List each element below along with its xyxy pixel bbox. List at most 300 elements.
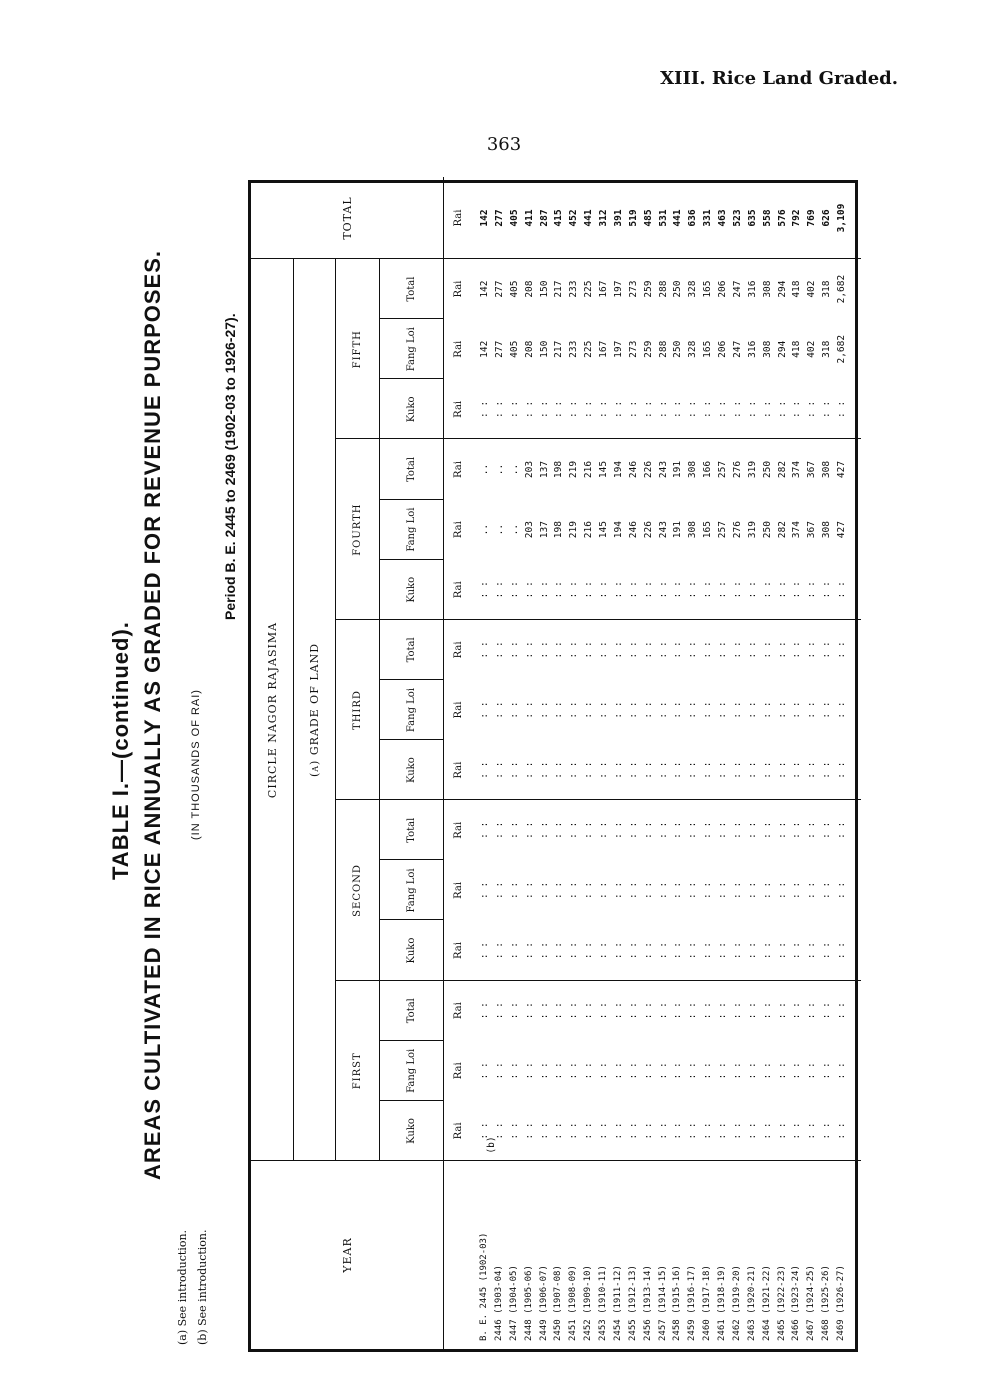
table-cell: : : xyxy=(821,581,833,599)
table-cell: : : xyxy=(627,1002,639,1020)
table-cell: : : xyxy=(568,941,580,960)
table-cell: : : xyxy=(508,701,520,719)
unit-label: Rai xyxy=(452,461,464,478)
subcol-header: Total xyxy=(405,998,417,1024)
table-cell: : : xyxy=(717,701,729,719)
table-cell: : : xyxy=(731,761,743,779)
unit-label: Rai xyxy=(452,761,464,779)
table-cell: : : xyxy=(627,1122,639,1140)
table-cell: : : xyxy=(836,400,848,418)
table-cell: : : xyxy=(553,400,565,418)
table-cell: : : xyxy=(642,1002,654,1020)
table-cell: 203 xyxy=(523,460,535,479)
table-cell: : : xyxy=(657,701,669,719)
table-cell: : : xyxy=(761,821,773,839)
table-cell: : : xyxy=(806,761,818,779)
table-cell: : : xyxy=(702,941,714,960)
table-cell: : : xyxy=(746,701,758,719)
table-cell: : : xyxy=(508,881,520,899)
table-cell: 250 xyxy=(672,340,684,358)
grand-total-cell: 635 xyxy=(746,209,758,227)
table-cell: : : xyxy=(836,1002,848,1020)
table-cell: : : xyxy=(642,821,654,839)
table-cell: : : xyxy=(702,641,714,659)
table-cell: : : xyxy=(672,641,684,659)
table-cell: 259 xyxy=(642,280,654,298)
table-cell: : : xyxy=(717,581,729,599)
table-cell: : : xyxy=(791,1062,803,1080)
table-cell: : : xyxy=(791,400,803,418)
table-cell: : : xyxy=(791,701,803,719)
table-cell: 165 xyxy=(702,340,714,358)
table-cell: : : xyxy=(627,701,639,719)
table-cell: : : xyxy=(583,761,595,779)
table-cell: : : xyxy=(687,400,699,418)
table-cell: : : xyxy=(493,881,505,899)
table-cell: : : xyxy=(746,581,758,599)
table-cell: : : xyxy=(642,641,654,659)
table-cell: : : xyxy=(657,761,669,779)
total-header: TOTAL xyxy=(340,196,354,240)
table-cell: : : xyxy=(538,761,550,779)
table-cell: 226 xyxy=(642,521,654,539)
grade-second: SECOND xyxy=(351,864,363,917)
year-row-label: 2466 (1923-24) xyxy=(791,1265,802,1341)
table-cell: 225 xyxy=(583,280,595,298)
grand-total-cell: 626 xyxy=(821,209,833,227)
year-row-label: 2464 (1921-22) xyxy=(761,1265,772,1341)
table-cell: : : xyxy=(731,881,743,899)
table-cell: 216 xyxy=(583,460,595,479)
table-cell: : : xyxy=(583,581,595,599)
unit-label: Rai xyxy=(452,521,464,539)
table-cell: : : xyxy=(731,581,743,599)
grand-total-cell: 331 xyxy=(702,209,714,227)
unit-label: Rai xyxy=(452,701,464,719)
table-cell: 405 xyxy=(508,340,520,358)
table-cell: : : xyxy=(776,581,788,599)
table-cell: : : xyxy=(672,941,684,960)
table-cell: 142 xyxy=(479,280,490,298)
subcol-header: Total xyxy=(405,456,417,483)
table-cell: : : xyxy=(717,641,729,659)
table-cell: 137 xyxy=(538,521,550,539)
grand-total-cell: 3,109 xyxy=(836,203,848,233)
table-cell: : : xyxy=(612,1062,624,1080)
table-cell: : : xyxy=(627,761,639,779)
year-row-label: 2465 (1922-23) xyxy=(776,1265,787,1341)
grand-total-cell: 405 xyxy=(508,209,520,227)
table-cell: : : xyxy=(746,761,758,779)
table-cell: : : xyxy=(717,1062,729,1080)
table-cell: : : xyxy=(553,1062,565,1080)
table-cell: 247 xyxy=(731,340,743,358)
table-cell: 308 xyxy=(687,521,699,539)
table-cell: : : xyxy=(806,400,818,418)
table-cell: : : xyxy=(508,821,520,839)
table-cell: 197 xyxy=(612,340,624,358)
table-cell: : : xyxy=(761,400,773,418)
table-cell: 405 xyxy=(508,280,520,298)
table-cell: 250 xyxy=(672,280,684,298)
year-header: YEAR xyxy=(340,1237,354,1273)
table-cell: : : xyxy=(598,400,610,418)
table-cell: : : xyxy=(672,1002,684,1020)
table-cell: : : xyxy=(821,761,833,779)
table-cell: : : xyxy=(479,1002,490,1020)
table-cell: 145 xyxy=(598,521,610,539)
table-cell: : : xyxy=(508,581,520,599)
table-cell: 276 xyxy=(731,521,743,539)
grand-total-cell: 452 xyxy=(568,209,580,227)
table-cell: : : xyxy=(523,881,535,899)
year-row-label: 2458 (1915-16) xyxy=(672,1265,683,1341)
table-cell: : : xyxy=(493,581,505,599)
table-cell: 318 xyxy=(821,280,833,298)
table-cell: 276 xyxy=(731,460,743,479)
table-cell: 374 xyxy=(791,521,803,539)
table-cell: : : xyxy=(836,941,848,960)
grand-total-cell: 463 xyxy=(717,209,729,227)
subcol-header: Fang Loi xyxy=(405,507,417,552)
table-cell: 208 xyxy=(523,280,535,298)
table-cell: : : xyxy=(598,881,610,899)
table-cell: : : xyxy=(657,1002,669,1020)
table-cell: : : xyxy=(538,701,550,719)
table-label: TABLE I.—(continued). xyxy=(108,621,133,880)
table-cell: : : xyxy=(523,641,535,659)
year-row-label: 2460 (1917-18) xyxy=(702,1265,713,1341)
unit-label: Rai xyxy=(452,280,464,298)
table-cell: : : xyxy=(821,1062,833,1080)
table-cell: 167 xyxy=(598,340,610,358)
table-cell: 277 xyxy=(493,340,505,358)
table-cell: : : xyxy=(657,821,669,839)
table-cell: 402 xyxy=(806,340,818,358)
table-cell: : : xyxy=(791,1122,803,1140)
table-cell: : : xyxy=(568,641,580,659)
grand-total-cell: 531 xyxy=(657,209,669,227)
table-cell: : : xyxy=(687,1122,699,1140)
table-cell: : : xyxy=(553,821,565,839)
table-cell: : : xyxy=(598,1062,610,1080)
table-cell: : : xyxy=(717,1122,729,1140)
table-cell: : : xyxy=(806,1002,818,1020)
subcol-header: Fang Loi xyxy=(405,687,417,733)
year-row-label: 2467 (1924-25) xyxy=(806,1265,817,1341)
year-row-label: B. E. 2445 (1902-03) xyxy=(479,1232,489,1341)
table-cell: 259 xyxy=(642,340,654,358)
table-cell: : : xyxy=(672,821,684,839)
table-cell: : : xyxy=(493,701,505,719)
grand-total-cell: 523 xyxy=(731,209,743,227)
table-cell: : : xyxy=(672,1122,684,1140)
table-cell: : : xyxy=(761,1002,773,1020)
table-cell: 167 xyxy=(598,280,610,298)
table-cell: : : xyxy=(657,881,669,899)
table-cell: : : xyxy=(717,400,729,418)
table-cell: : : xyxy=(598,941,610,960)
table-cell: : : xyxy=(508,1002,520,1020)
grand-total-cell: 558 xyxy=(761,209,773,227)
table-cell: 273 xyxy=(627,340,639,358)
table-cell: : : xyxy=(761,881,773,899)
table-cell: : : xyxy=(776,1122,788,1140)
table-cell: : : xyxy=(687,821,699,839)
table-cell: 226 xyxy=(642,460,654,479)
table-cell: : : xyxy=(821,701,833,719)
table-cell: : : xyxy=(806,1122,818,1140)
subcol-header: Kuko xyxy=(405,1118,417,1144)
table-cell: : : xyxy=(702,1062,714,1080)
year-row-label: 2459 (1916-17) xyxy=(687,1265,698,1341)
table-cell: 288 xyxy=(657,280,669,298)
table-cell: : : xyxy=(791,881,803,899)
table-cell: : : xyxy=(702,761,714,779)
table-cell: : : xyxy=(553,1122,565,1140)
main-title: AREAS CULTIVATED IN RICE ANNUALLY AS GRADED FOR REVENUE PURPOSES. xyxy=(140,249,165,1180)
table-cell: : : xyxy=(627,641,639,659)
table-cell: 427 xyxy=(836,460,848,479)
table-cell: : : xyxy=(568,400,580,418)
table-cell: 219 xyxy=(568,521,580,539)
table-cell: : : xyxy=(761,641,773,659)
year-row-label: 2462 (1919-20) xyxy=(731,1265,742,1341)
table-cell: : : xyxy=(746,821,758,839)
table-cell: : : xyxy=(493,1002,505,1020)
table-cell: : : xyxy=(538,881,550,899)
table-cell: : : xyxy=(717,1002,729,1020)
table-cell: 137 xyxy=(538,460,550,479)
table-cell: : : xyxy=(523,821,535,839)
table-cell: : : xyxy=(672,1062,684,1080)
grand-total-cell: 312 xyxy=(598,209,610,227)
table-cell: : : xyxy=(806,1062,818,1080)
table-cell: : : xyxy=(672,581,684,599)
table-cell: : : xyxy=(761,761,773,779)
table-cell: : : xyxy=(612,701,624,719)
table-cell: 197 xyxy=(612,280,624,298)
table-cell: : : xyxy=(821,881,833,899)
unit-label: Rai xyxy=(452,641,464,659)
table-cell: 219 xyxy=(568,460,580,479)
table-cell: : : xyxy=(479,701,490,719)
table-cell: : : xyxy=(612,1122,624,1140)
subcol-header: Fang Loi xyxy=(405,868,417,913)
table-cell: 308 xyxy=(761,340,773,358)
table-cell: : : xyxy=(836,761,848,779)
year-row-label: 2447 (1904-05) xyxy=(508,1265,519,1341)
table-cell: : : xyxy=(791,761,803,779)
table-cell: : : xyxy=(493,821,505,839)
table-cell: : : xyxy=(583,701,595,719)
unit-label: Rai xyxy=(452,821,464,839)
table-cell: 328 xyxy=(687,340,699,358)
grand-total-cell: 441 xyxy=(672,209,684,227)
table-cell: 319 xyxy=(746,460,758,479)
table-cell: : : xyxy=(553,941,565,960)
table-cell: : : xyxy=(508,400,520,418)
note-b: (b) xyxy=(486,1136,498,1154)
rice-land-table xyxy=(248,180,858,1352)
table-cell: : : xyxy=(836,641,848,659)
table-cell: 308 xyxy=(821,521,833,539)
year-row-label: 2457 (1914-15) xyxy=(657,1265,668,1341)
table-cell: : : xyxy=(672,400,684,418)
table-cell: : : xyxy=(761,701,773,719)
table-cell: : : xyxy=(568,881,580,899)
table-cell: : : xyxy=(836,701,848,719)
unit-label: Rai xyxy=(452,400,464,418)
grand-total-cell: 287 xyxy=(538,209,550,227)
table-cell: : : xyxy=(791,941,803,960)
table-cell: : : xyxy=(583,1002,595,1020)
circle-header: CIRCLE NAGOR RAJASIMA xyxy=(265,621,279,799)
table-cell: : : xyxy=(583,881,595,899)
year-row-label: 2455 (1912-13) xyxy=(627,1265,638,1341)
table-cell: : : xyxy=(538,821,550,839)
table-cell: : : xyxy=(657,641,669,659)
table-cell: 243 xyxy=(657,460,669,479)
table-cell: 277 xyxy=(493,280,505,298)
table-cell: : : xyxy=(523,1062,535,1080)
table-cell: : : xyxy=(598,821,610,839)
table-cell: : : xyxy=(612,1002,624,1020)
unit-label: Rai xyxy=(452,209,464,227)
table-cell: : : xyxy=(672,761,684,779)
table-cell: : : xyxy=(627,881,639,899)
subcol-header: Kuko xyxy=(405,576,417,603)
grand-total-cell: 485 xyxy=(642,209,654,227)
table-cell: 250 xyxy=(761,460,773,479)
table-cell: 367 xyxy=(806,521,818,539)
table-cell: : : xyxy=(493,1062,505,1080)
subcol-header: Kuko xyxy=(405,396,417,423)
table-cell: 316 xyxy=(746,340,758,358)
table-cell: 308 xyxy=(761,280,773,298)
table-cell: : : xyxy=(761,1062,773,1080)
table-cell: : : xyxy=(791,641,803,659)
table-cell: 250 xyxy=(761,521,773,539)
table-cell: : : xyxy=(568,701,580,719)
table-cell: : : xyxy=(687,1002,699,1020)
table-cell: 319 xyxy=(746,521,758,539)
year-row-label: 2449 (1906-07) xyxy=(538,1265,549,1341)
table-cell: : : xyxy=(776,400,788,418)
table-cell: : : xyxy=(746,641,758,659)
table-cell: : : xyxy=(731,821,743,839)
table-cell: : : xyxy=(479,581,490,599)
table-cell: : : xyxy=(806,941,818,960)
table-cell: 246 xyxy=(627,460,639,479)
table-cell: : : xyxy=(791,821,803,839)
unit-label: Rai xyxy=(452,881,464,899)
table-cell: 282 xyxy=(776,521,788,539)
table-cell: : : xyxy=(821,941,833,960)
period-line: Period B. E. 2445 to 2469 (1902-03 to 1926-27). xyxy=(222,313,238,620)
table-cell: : : xyxy=(538,1122,550,1140)
table-cell: : : xyxy=(642,701,654,719)
table-cell: : : xyxy=(776,881,788,899)
table-cell: .. xyxy=(493,523,505,536)
table-cell: .. xyxy=(493,463,505,476)
table-cell: 374 xyxy=(791,460,803,479)
table-cell: : : xyxy=(761,581,773,599)
table-cell: 308 xyxy=(687,460,699,479)
table-cell: : : xyxy=(642,581,654,599)
table-cell: : : xyxy=(731,1062,743,1080)
table-cell: : : xyxy=(583,821,595,839)
table-cell: : : xyxy=(702,581,714,599)
table-cell: : : xyxy=(568,761,580,779)
table-cell: 402 xyxy=(806,280,818,298)
table-cell: : : xyxy=(523,941,535,960)
table-cell: : : xyxy=(568,1062,580,1080)
year-row-label: 2451 (1908-09) xyxy=(568,1265,579,1341)
table-cell: 150 xyxy=(538,340,550,358)
table-cell: : : xyxy=(761,941,773,960)
table-cell: : : xyxy=(836,821,848,839)
grade-third: THIRD xyxy=(351,690,363,730)
table-cell: 206 xyxy=(717,340,729,358)
year-row-label: 2461 (1918-19) xyxy=(717,1265,728,1341)
table-cell: : : xyxy=(493,641,505,659)
grand-total-cell: 519 xyxy=(627,209,639,227)
grand-total-cell: 792 xyxy=(791,209,803,227)
table-cell: : : xyxy=(776,1002,788,1020)
table-cell: : : xyxy=(687,881,699,899)
table-cell: .. xyxy=(479,523,490,536)
year-row-label: 2452 (1909-10) xyxy=(583,1265,594,1341)
table-cell: : : xyxy=(479,641,490,659)
table-cell: 427 xyxy=(836,521,848,539)
table-cell: 418 xyxy=(791,280,803,298)
table-cell: : : xyxy=(493,761,505,779)
table-cell: : : xyxy=(479,821,490,839)
table-cell: : : xyxy=(598,1122,610,1140)
table-cell: : : xyxy=(821,641,833,659)
table-cell: : : xyxy=(731,941,743,960)
table-cell: 203 xyxy=(523,521,535,539)
table-cell: 288 xyxy=(657,340,669,358)
table-cell: : : xyxy=(746,1002,758,1020)
year-row-label: 2456 (1913-14) xyxy=(642,1265,653,1341)
table-cell: : : xyxy=(583,1122,595,1140)
table-cell: : : xyxy=(553,581,565,599)
table-cell: : : xyxy=(806,701,818,719)
table-cell: : : xyxy=(657,1062,669,1080)
table-cell: 191 xyxy=(672,521,684,539)
table-cell: 282 xyxy=(776,460,788,479)
table-cell: : : xyxy=(493,941,505,960)
table-cell: : : xyxy=(538,581,550,599)
year-row-label: 2448 (1905-06) xyxy=(523,1265,534,1341)
table-cell: : : xyxy=(612,821,624,839)
unit-label: Rai xyxy=(452,942,464,960)
table-cell: 150 xyxy=(538,280,550,298)
table-cell: : : xyxy=(687,941,699,960)
table-cell: : : xyxy=(523,581,535,599)
table-cell: : : xyxy=(687,761,699,779)
table-cell: : : xyxy=(657,941,669,960)
grand-total-cell: 415 xyxy=(553,209,565,227)
table-cell: : : xyxy=(717,941,729,960)
table-cell: : : xyxy=(583,1062,595,1080)
table-cell: : : xyxy=(538,941,550,960)
table-cell: : : xyxy=(717,821,729,839)
table-cell: : : xyxy=(538,1002,550,1020)
table-cell: : : xyxy=(731,641,743,659)
